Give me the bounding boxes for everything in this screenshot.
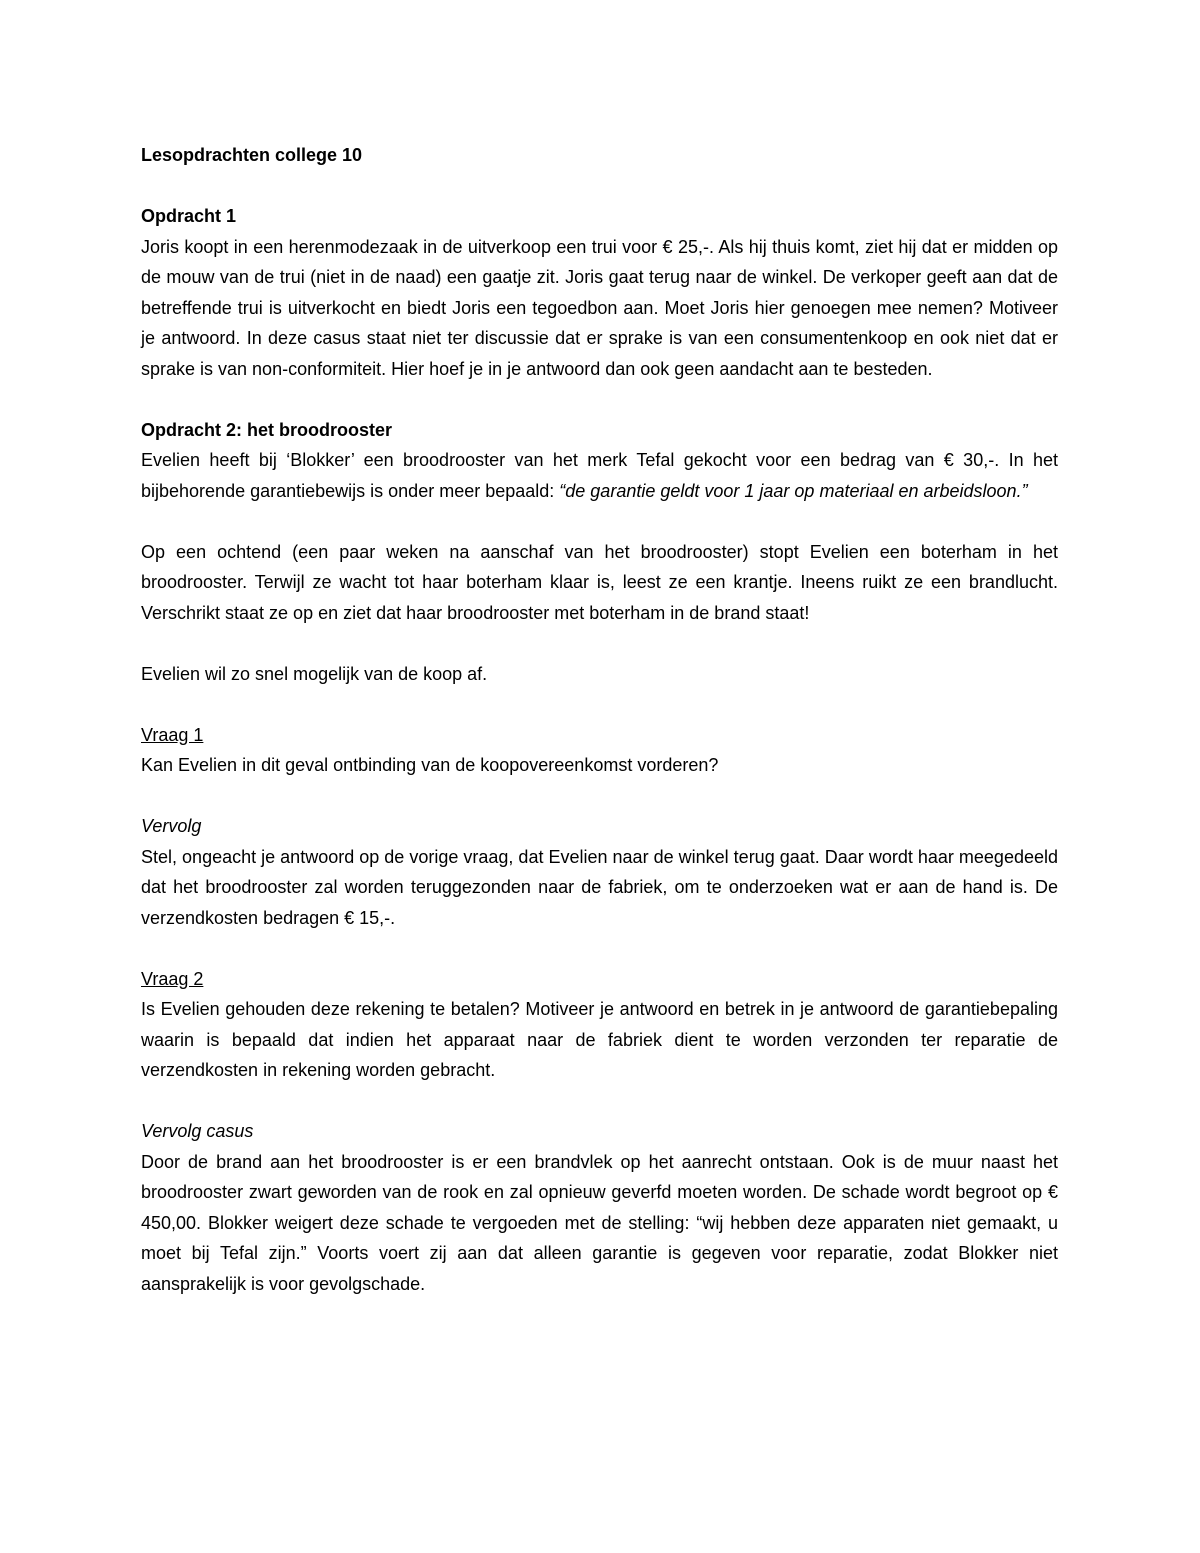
opdracht2-paragraph2: Op een ochtend (een paar weken na aanschaf van het broodrooster) stopt Evelien een boterham in het broodrooster. Terwijl ze wacht tot haar boterham klaar is, leest ze een krantje. Ineens ruikt ze een brandlucht. Verschrikt staat ze op en ziet dat haar broodrooster met boterham in de brand staat!	[141, 541, 1058, 623]
spacer	[141, 171, 1058, 202]
opdracht1-text: Joris koopt in een herenmodezaak in de uitverkoop een trui voor € 25,-. Als hij thuis komt, ziet hij dat er midden op de mouw van de trui (niet in de naad) een gaatje zit. Joris gaat terug naar de winkel. De verkoper geeft aan dat de betreffende trui is uitverkocht en biedt Joris een tegoedbon aan. Moet Joris hier genoegen mee nemen? Motiveer je antwoord. In deze casus staat niet ter discussie dat er sprake is van een consumentenkoop en ook niet dat er sprake is van non-conformiteit. Hier hoef je in je antwoord dan ook geen aandacht aan te besteden.	[141, 236, 1058, 379]
spacer	[141, 1086, 1058, 1117]
vraag2-label: Vraag 2	[141, 968, 204, 989]
document-title: Lesopdrachten college 10	[141, 145, 363, 165]
vervolg-text: Stel, ongeacht je antwoord op de vorige vraag, dat Evelien naar de winkel terug gaat. Daar wordt haar meegedeeld dat het broodrooster zal worden teruggezonden naar de fabriek, om te onderzoeken wat er aan de hand is. De verzendkosten bedragen € 15,-.	[141, 846, 1058, 928]
document-page	[141, 140, 1058, 1299]
spacer	[141, 689, 1058, 720]
vraag1-text: Kan Evelien in dit geval ontbinding van de koopovereenkomst vorderen?	[141, 755, 719, 775]
vraag2-text: Is Evelien gehouden deze rekening te betalen? Motiveer je antwoord en betrek in je antwoord de garantiebepaling waarin is bepaald dat indien het apparaat naar de fabriek dient te worden verzonden ter reparatie de verzendkosten in rekening worden gebracht.	[141, 999, 1058, 1080]
vervolg-casus-label: Vervolg casus	[141, 1121, 254, 1141]
opdracht2-heading: Opdracht 2: het broodrooster	[141, 419, 393, 440]
vervolg-casus-text: Door de brand aan het broodrooster is er een brandvlek op het aanrecht ontstaan. Ook is de muur naast het broodrooster zwart geworden van de rook en zal opnieuw geverfd moeten worden. De schade wordt begroot op € 450,00. Blokker weigert deze schade te vergoeden met de stelling: “wij hebben deze apparaten niet gemaakt, u moet bij Tefal zijn.” Voorts voert zij aan dat alleen garantie is gegeven voor reparatie, zodat Blokker niet aansprakelijk is voor gevolgschade.	[141, 1151, 1058, 1294]
spacer	[141, 628, 1058, 659]
opdracht2-intro	[141, 445, 1058, 506]
opdracht2-paragraph3: Evelien wil zo snel mogelijk van de koop af.	[141, 663, 488, 684]
vervolg-label: Vervolg	[141, 816, 202, 836]
spacer	[141, 781, 1058, 812]
opdracht2-intro-text: Evelien heeft bij ‘Blokker’ een broodrooster van het merk Tefal gekocht voor een bedrag van € 30,-. In het bijbehorende garantiebewijs is onder meer bepaald:	[141, 450, 1058, 501]
garantie-quote: “de garantie geldt voor 1 jaar op materiaal en arbeidsloon.”	[559, 480, 1028, 501]
spacer	[141, 384, 1058, 415]
spacer	[141, 933, 1058, 964]
spacer	[141, 506, 1058, 537]
opdracht1-heading: Opdracht 1	[141, 206, 237, 226]
vraag1-label: Vraag 1	[141, 724, 204, 745]
